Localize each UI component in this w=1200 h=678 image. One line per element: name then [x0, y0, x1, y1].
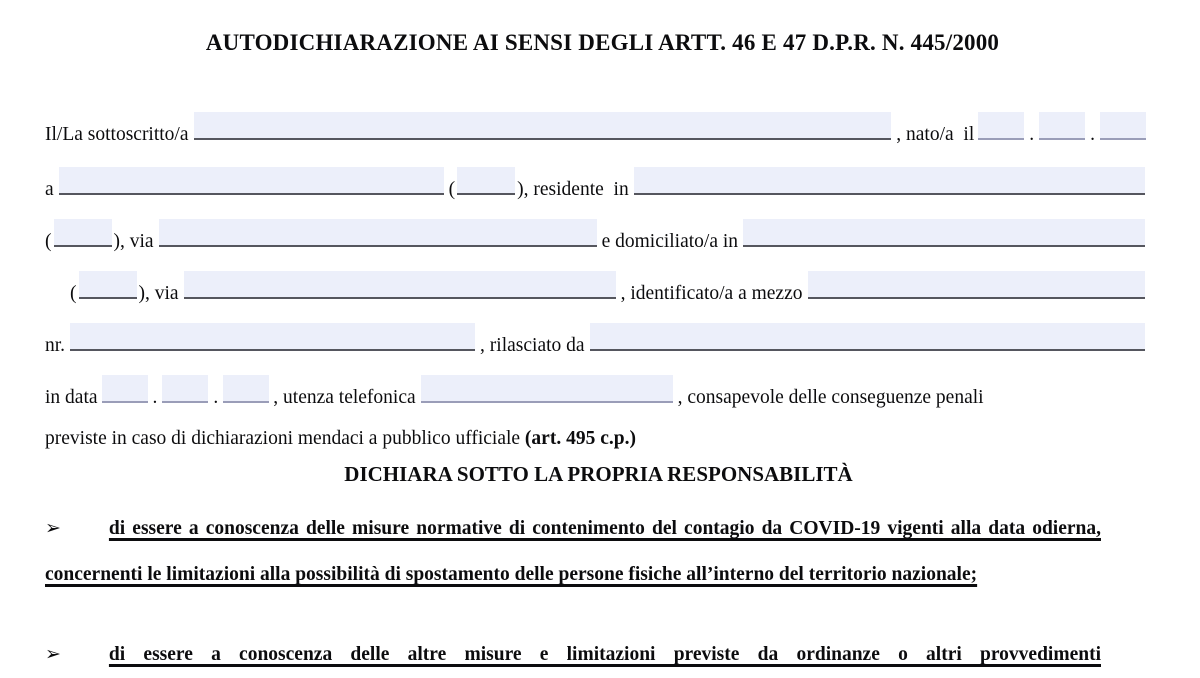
form-line-4	[70, 271, 1150, 309]
field-tipo-documento[interactable]	[808, 271, 1146, 299]
label-nr: nr.	[45, 335, 66, 356]
field-nome-cognome[interactable]	[194, 112, 892, 140]
label-residente-in: ), residente in	[517, 179, 629, 200]
declaration-item-1-text: di essere a conoscenza delle misure normative di contenimento del contagio da COVID-19 vigenti alla data odierna, concernenti le limitazioni alla possibilità di spostamento delle persone fisiche all’interno del territorio nazionale;	[45, 518, 1101, 585]
date-separator: .	[1090, 124, 1095, 145]
label-via-domicilio: ), via	[138, 283, 179, 304]
declaration-item-2-text: di essere a conoscenza delle altre misure e limitazioni previste da ordinanze o altri provvedimenti	[108, 644, 1101, 665]
field-provincia-nascita[interactable]	[457, 167, 515, 195]
date-separator: .	[152, 387, 158, 408]
label-a: a	[45, 179, 54, 200]
label-rilasciato-da: , rilasciato da	[480, 335, 585, 356]
label-sottoscritto: Il/La sottoscritto/a	[45, 124, 189, 145]
field-comune-residenza[interactable]	[634, 167, 1145, 195]
date-separator: .	[1029, 124, 1035, 145]
field-telefono[interactable]	[421, 375, 673, 403]
declaration-heading: DICHIARA SOTTO LA PROPRIA RESPONSABILITÀ	[344, 462, 853, 486]
form-line-5	[45, 323, 1150, 361]
form-line-6	[45, 375, 1150, 413]
field-anno-nascita[interactable]	[1100, 112, 1146, 140]
field-via-residenza[interactable]	[159, 219, 597, 247]
field-provincia-domicilio[interactable]	[79, 271, 137, 299]
form-line-3	[45, 219, 1150, 257]
label-domiciliato-in: e domiciliato/a in	[601, 231, 739, 252]
field-giorno-nascita[interactable]	[978, 112, 1024, 140]
form-line-7	[45, 424, 1150, 454]
label-identificato-mezzo: , identificato/a a mezzo	[620, 283, 803, 304]
declaration-item-2	[45, 631, 1101, 678]
label-nato-il: , nato/a il	[896, 124, 975, 145]
field-via-domicilio[interactable]	[184, 271, 616, 299]
bullet-arrow-icon: ➢	[45, 517, 61, 539]
label-utenza-telefonica: , utenza telefonica	[273, 387, 416, 408]
form-title: AUTODICHIARAZIONE AI SENSI DEGLI ARTT. 46 E 47 D.P.R. N. 445/2000	[205, 30, 1000, 55]
label-in-data: in data	[45, 387, 98, 408]
date-separator: .	[213, 387, 219, 408]
label-via-residenza: ), via	[113, 231, 154, 252]
field-comune-domicilio[interactable]	[743, 219, 1145, 247]
field-comune-nascita[interactable]	[59, 167, 444, 195]
paren-open: (	[45, 231, 52, 252]
form-line-1	[45, 112, 1150, 150]
bullet-arrow-icon: ➢	[45, 643, 61, 665]
field-giorno-rilascio[interactable]	[102, 375, 148, 403]
field-rilasciato-da[interactable]	[590, 323, 1145, 351]
declaration-item-1	[45, 505, 1101, 598]
field-anno-rilascio[interactable]	[223, 375, 269, 403]
field-numero-documento[interactable]	[70, 323, 475, 351]
field-mese-nascita[interactable]	[1039, 112, 1085, 140]
label-previste: previste in caso di dichiarazioni mendaci a pubblico ufficiale	[45, 428, 525, 449]
field-provincia-residenza[interactable]	[54, 219, 112, 247]
paren-open: (	[70, 283, 77, 304]
paren-open: (	[448, 179, 456, 200]
form-line-2	[45, 167, 1150, 205]
label-art-495: (art. 495 c.p.)	[524, 428, 636, 449]
field-mese-rilascio[interactable]	[162, 375, 208, 403]
label-consapevole: , consapevole delle conseguenze penali	[677, 387, 984, 408]
